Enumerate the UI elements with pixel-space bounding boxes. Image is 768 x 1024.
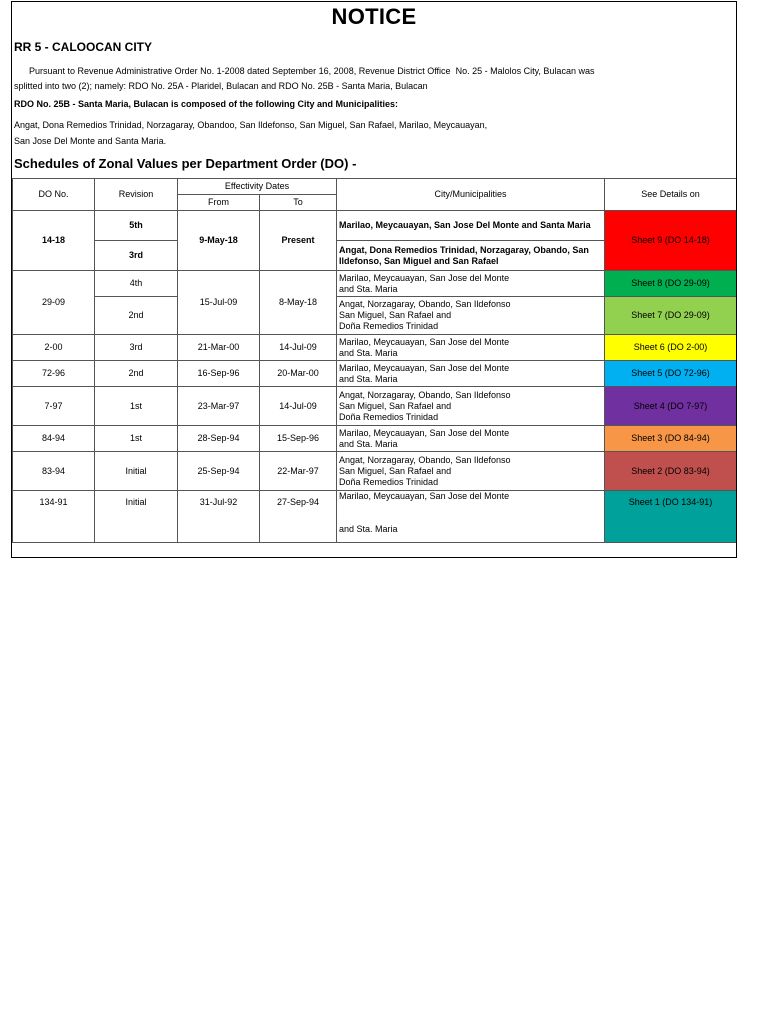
from-cell: 15-Jul-09	[178, 271, 260, 335]
revision-cell: 5th	[95, 211, 178, 241]
to-cell: 27-Sep-94	[260, 491, 337, 543]
revision-cell: 1st	[95, 387, 178, 426]
city-line: Marilao, Meycauayan, San Jose del Monte	[339, 272, 510, 283]
do-no-cell: 7-97	[13, 387, 95, 426]
city-cell	[337, 491, 605, 543]
city-cell: Angat, Dona Remedios Trinidad, Norzagaray, Obando, San Ildefonso, San Miguel and San Rafael	[337, 241, 605, 271]
details-cell-sheet7[interactable]: Sheet 7 (DO 29-09)	[605, 297, 737, 335]
from-cell: 31-Jul-92	[178, 491, 260, 543]
paragraph-line-1: Pursuant to Revenue Administrative Order No. 1-2008 dated September 16, 2008, Revenue District Office No. 25 - Malolos City, Bulacan was	[14, 66, 595, 76]
details-cell-sheet4[interactable]: Sheet 4 (DO 7-97)	[605, 387, 737, 426]
notice-title: NOTICE	[331, 4, 417, 29]
city-line: Doña Remedios Trinidad	[339, 476, 439, 487]
do-no-cell: 29-09	[13, 271, 95, 335]
to-cell: 8-May-18	[260, 271, 337, 335]
header-do-no: DO No.	[13, 179, 95, 211]
header-city: City/Municipalities	[337, 179, 605, 211]
city-line: Angat, Norzagaray, Obando, San Ildefonso	[339, 454, 511, 465]
city-line: San Miguel, San Rafael and	[339, 400, 452, 411]
do-no-cell: 72-96	[13, 361, 95, 387]
table-row	[13, 491, 737, 543]
revision-cell: 1st	[95, 426, 178, 452]
to-cell: 22-Mar-97	[260, 452, 337, 491]
city-line: San Miguel, San Rafael and	[339, 465, 452, 476]
from-cell: 16-Sep-96	[178, 361, 260, 387]
do-no-cell: 134-91	[13, 491, 95, 543]
region-heading: RR 5 - CALOOCAN CITY	[14, 40, 152, 54]
do-no-cell: 14-18	[13, 211, 95, 271]
details-cell-sheet9[interactable]: Sheet 9 (DO 14-18)	[605, 211, 737, 271]
revision-cell: 3rd	[95, 241, 178, 271]
from-cell: 25-Sep-94	[178, 452, 260, 491]
city-line: Angat, Norzagaray, Obando, San Ildefonso	[339, 389, 511, 400]
header-details: See Details on	[605, 179, 737, 211]
details-cell-sheet3[interactable]: Sheet 3 (DO 84-94)	[605, 426, 737, 452]
zonal-values-table	[12, 178, 737, 543]
details-cell-sheet5[interactable]: Sheet 5 (DO 72-96)	[605, 361, 737, 387]
to-cell: 14-Jul-09	[260, 335, 337, 361]
details-cell-sheet8[interactable]: Sheet 8 (DO 29-09)	[605, 271, 737, 297]
to-cell: 15-Sep-96	[260, 426, 337, 452]
city-cell	[337, 387, 605, 426]
schedule-heading: Schedules of Zonal Values per Department Order (DO) -	[14, 156, 357, 171]
rdo-composition-line: RDO No. 25B - Santa Maria, Bulacan is composed of the following City and Municipalities:	[14, 99, 399, 109]
city-line: and Sta. Maria	[339, 373, 398, 384]
from-cell: 28-Sep-94	[178, 426, 260, 452]
header-from: From	[178, 195, 260, 211]
from-cell: 23-Mar-97	[178, 387, 260, 426]
header-effectivity: Effectivity Dates	[178, 179, 337, 195]
from-cell: 21-Mar-00	[178, 335, 260, 361]
from-cell: 9-May-18	[178, 211, 260, 271]
city-cell	[337, 452, 605, 491]
do-no-cell: 83-94	[13, 452, 95, 491]
table-row	[13, 426, 737, 452]
municipalities-line-1: Angat, Dona Remedios Trinidad, Norzagaray, Obandoo, San Ildefonso, San Miguel, San Rafael, Marilao, Meycauayan,	[14, 120, 488, 130]
city-cell: Marilao, Meycauayan, San Jose Del Monte and Santa Maria	[337, 211, 605, 241]
header-to: To	[260, 195, 337, 211]
city-line: Angat, Norzagaray, Obando, San Ildefonso	[339, 299, 511, 309]
table-row	[13, 335, 737, 361]
city-line: and Sta. Maria	[339, 283, 398, 294]
revision-cell: 2nd	[95, 361, 178, 387]
revision-cell: 2nd	[95, 297, 178, 335]
table-row	[13, 452, 737, 491]
city-line: Marilao, Meycauayan, San Jose del Monte	[339, 427, 510, 438]
header-row	[13, 179, 737, 195]
details-cell-sheet1[interactable]: Sheet 1 (DO 134-91)	[605, 491, 737, 543]
do-no-cell: 84-94	[13, 426, 95, 452]
city-cell	[337, 297, 605, 335]
table-row	[13, 211, 737, 241]
paragraph-line-2: splitted into two (2); namely: RDO No. 25A - Plaridel, Bulacan and RDO No. 25B - Santa Maria, Bulacan	[14, 81, 428, 91]
details-cell-sheet6[interactable]: Sheet 6 (DO 2-00)	[605, 335, 737, 361]
table-row	[13, 271, 737, 297]
city-line: and Sta. Maria	[339, 438, 398, 449]
city-cell	[337, 426, 605, 452]
to-cell: 20-Mar-00	[260, 361, 337, 387]
to-cell: 14-Jul-09	[260, 387, 337, 426]
table-row	[13, 297, 737, 335]
header-revision: Revision	[95, 179, 178, 211]
city-cell	[337, 271, 605, 297]
city-cell	[337, 361, 605, 387]
revision-cell: Initial	[95, 452, 178, 491]
to-cell: Present	[260, 211, 337, 271]
revision-cell: 4th	[95, 271, 178, 297]
city-line: Doña Remedios Trinidad	[339, 411, 439, 422]
table-row	[13, 361, 737, 387]
municipalities-line-2: San Jose Del Monte and Santa Maria.	[14, 136, 167, 146]
city-cell	[337, 335, 605, 361]
city-line: Marilao, Meycauayan, San Jose del Monte	[339, 491, 510, 501]
city-line: Doña Remedios Trinidad	[339, 321, 439, 331]
do-no-cell: 2-00	[13, 335, 95, 361]
revision-cell: Initial	[95, 491, 178, 543]
city-line: Marilao, Meycauayan, San Jose del Monte	[339, 362, 510, 373]
details-cell-sheet2[interactable]: Sheet 2 (DO 83-94)	[605, 452, 737, 491]
notice-sheet	[11, 1, 737, 558]
zonal-values-table-wrap	[12, 178, 736, 543]
city-line: and Sta. Maria	[339, 347, 398, 358]
city-line: Marilao, Meycauayan, San Jose del Monte	[339, 336, 510, 347]
city-line: San Miguel, San Rafael and	[339, 310, 452, 320]
table-row	[13, 387, 737, 426]
revision-cell: 3rd	[95, 335, 178, 361]
city-line: and Sta. Maria	[339, 524, 398, 534]
